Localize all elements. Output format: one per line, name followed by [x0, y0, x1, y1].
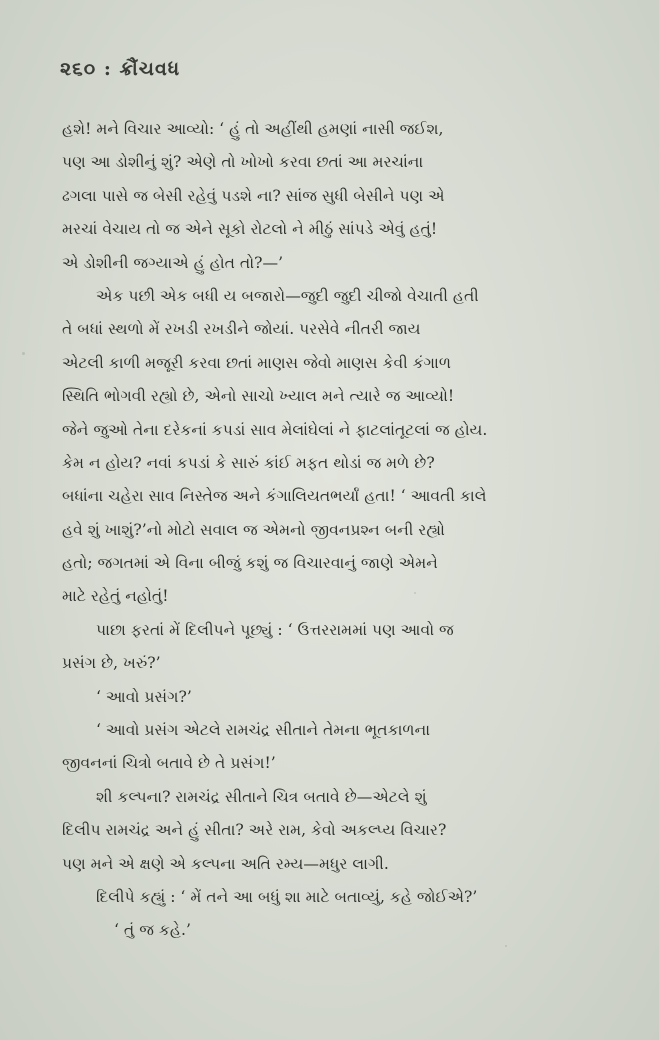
- text-line: ‘ તું જ કહે.’: [114, 921, 191, 940]
- text-line: હવે શું ખાશું?’નો મોટો સવાલ જ એમનો જીવનપ્રશ્ન બની રહ્યો: [62, 520, 445, 539]
- text-line: એટલી કાળી મજૂરી કરવા છતાં માણસ જેવો માણસ કેવી કંગાળ: [62, 353, 451, 372]
- body-text: [62, 113, 610, 948]
- text-line: દિલીપે કહ્યું : ‘ મેં તને આ બધું શા માટે બતાવ્યું, કહે જોઈએ?’: [96, 887, 478, 906]
- text-line: પણ આ ડોશીનું શું? એણે તો ખોખો કરવા છતાં આ મરચાંના: [62, 153, 424, 172]
- text-line: ઢગલા પાસે જ બેસી રહેવું પડશે ના? સાંજ સુધી બેસીને પણ એ: [62, 186, 445, 205]
- text-line: પણ મને એ ક્ષણે એ કલ્પના અતિ રમ્ય—મધુર લાગી.: [62, 854, 389, 873]
- text-line: દિલીપ રામચંદ્ર અને હું સીતા? અરે રામ, કેવો અકલ્પ્ય વિચાર?: [62, 821, 447, 840]
- text-line: હતો; જગતમાં એ વિના બીજું કશું જ વિચારવાનું જાણે એમને: [62, 554, 438, 573]
- text-line: જેને જુઓ તેના દરેકનાં કપડાં સાવ મેલાંઘેલાં ને ફાટલાંતૂટલાં જ હોય.: [62, 420, 488, 439]
- running-head: ૨૬૦ : ક્રૌંચવધ: [60, 58, 181, 80]
- text-line: માટે રહેતું નહોતું!: [62, 587, 169, 606]
- text-line: ‘ આવો પ્રસંગ એટલે રામચંદ્ર સીતાને તેમના ભૂતકાળના: [96, 721, 431, 740]
- text-line: મરચાં વેચાય તો જ એને સૂકો રોટલો ને મીઠું સાંપડે એવું હતું!: [62, 220, 438, 239]
- text-line: શી કલ્પના? રામચંદ્ર સીતાને ચિત્ર બતાવે છે—એટલે શું: [96, 787, 427, 806]
- paper-speck: [22, 352, 25, 355]
- text-line: ‘ આવો પ્રસંગ?’: [96, 687, 192, 706]
- text-line: એ ડોશીની જગ્યાએ હું હોત તો?—’: [62, 253, 284, 272]
- paper-speck: [414, 592, 416, 594]
- text-line: એક પછી એક બધી ય બજારો—જુદી જુદી ચીજો વેચાતી હતી: [96, 286, 479, 305]
- text-line: હશે! મને વિચાર આવ્યો: ‘ હું તો અહીંથી હમણાં નાસી જઈશ,: [62, 120, 444, 138]
- text-line: સ્થિતિ ભોગવી રહ્યો છે, એનો સાચો ખ્યાલ મને ત્યારે જ આવ્યો!: [62, 387, 455, 406]
- paper-speck: [505, 945, 507, 947]
- text-line: પ્રસંગ છે, ખરું?’: [62, 654, 161, 673]
- text-line: તે બધાં સ્થળો મેં રખડી રખડીને જોયાં. પરસેવે નીતરી જાય: [62, 320, 421, 339]
- text-line: પાછા ફરતાં મેં દિલીપને પૂછ્યું : ‘ ઉત્તરરામમાં પણ આવો જ: [96, 620, 454, 639]
- text-line: જીવનનાં ચિત્રો બતાવે છે તે પ્રસંગ!’: [62, 754, 276, 773]
- text-line: બધાંના ચહેરા સાવ નિસ્તેજ અને કંગાલિયતભર્યાં હતા! ‘ આવતી કાલે: [62, 487, 487, 506]
- text-line: કેમ ન હોય? નવાં કપડાં કે સારું કાંઈ મફત થોડાં જ મળે છે?: [62, 453, 435, 472]
